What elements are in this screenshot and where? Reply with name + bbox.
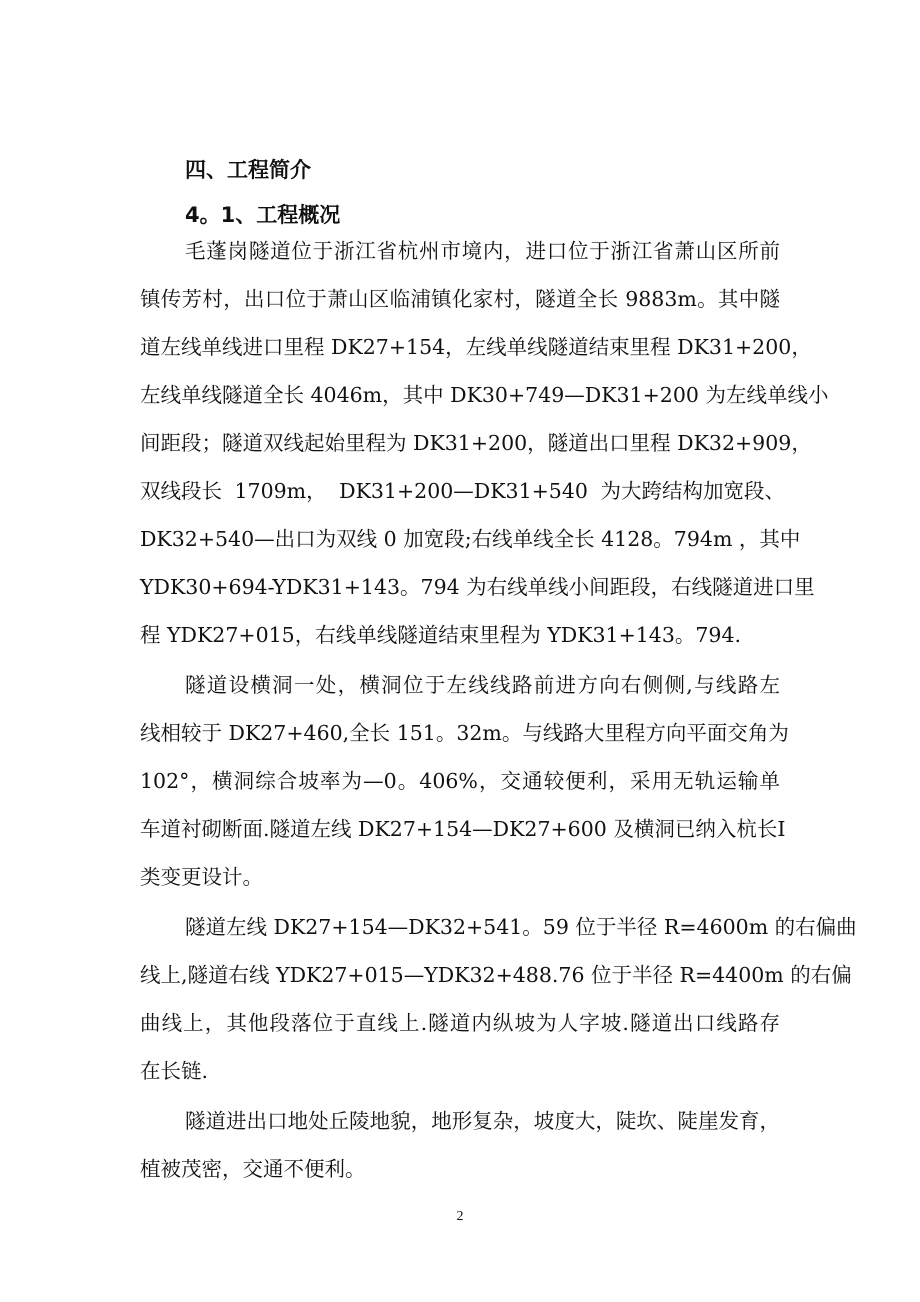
text-line: 间距段；隧道双线起始里程为 DK31+200，隧道出口里程 DK32+909， — [140, 431, 812, 455]
text-line: 在长链. — [140, 1059, 209, 1083]
text-line: 毛蓬岗隧道位于浙江省杭州市境内，进口位于浙江省萧山区所前 — [185, 239, 780, 263]
text-line: 线上,隧道右线 YDK27+015—YDK32+488.76 位于半径 R=4400m 的右偏 — [140, 963, 852, 987]
text-line: YDK30+694-YDK31+143。794 为右线单线小间距段，右线隧道进口里 — [140, 575, 815, 599]
section-heading: 四、工程简介 — [185, 158, 311, 182]
text-line: 车道衬砌断面.隧道左线 DK27+154—DK27+600 及横洞已纳入杭长Ⅰ — [140, 817, 786, 841]
text-line: 类变更设计。 — [140, 865, 263, 889]
text-line: 隧道设横洞一处，横洞位于左线线路前进方向右侧侧,与线路左 — [185, 673, 780, 697]
text-line: 镇传芳村，出口位于萧山区临浦镇化家村，隧道全长 9883m。其中隧 — [140, 287, 780, 311]
text-line: 左线单线隧道全长 4046m，其中 DK30+749—DK31+200 为左线单线小 — [140, 383, 829, 407]
text-line: 隧道进出口地处丘陵地貌，地形复杂，坡度大，陡坎、陡崖发育， — [185, 1109, 780, 1133]
text-line: 隧道左线 DK27+154—DK32+541。59 位于半径 R=4600m 的右偏曲 — [185, 915, 857, 939]
subsection-heading: 4。1、工程概况 — [185, 203, 341, 227]
page-number: 2 — [456, 1209, 464, 1224]
text-line: 程 YDK27+015，右线单线隧道结束里程为 YDK31+143。794. — [140, 623, 742, 647]
text-line: 植被茂密，交通不便利。 — [140, 1157, 366, 1181]
text-line: 双线段长 1709m， DK31+200—DK31+540 为大跨结构加宽段、 — [140, 479, 785, 503]
text-line: 道左线单线进口里程 DK27+154，左线单线隧道结束里程 DK31+200， — [140, 335, 812, 359]
text-line: DK32+540—出口为双线 0 加宽段;右线单线全长 4128。794m ，其中 — [140, 527, 801, 551]
text-line: 曲线上，其他段落位于直线上.隧道内纵坡为人字坡.隧道出口线路存 — [140, 1011, 780, 1035]
text-line: 线相较于 DK27+460,全长 151。32m。与线路大里程方向平面交角为 — [140, 721, 789, 745]
text-line: 102°，横洞综合坡率为—0。406%，交通较便利，采用无轨运输单 — [140, 769, 780, 793]
